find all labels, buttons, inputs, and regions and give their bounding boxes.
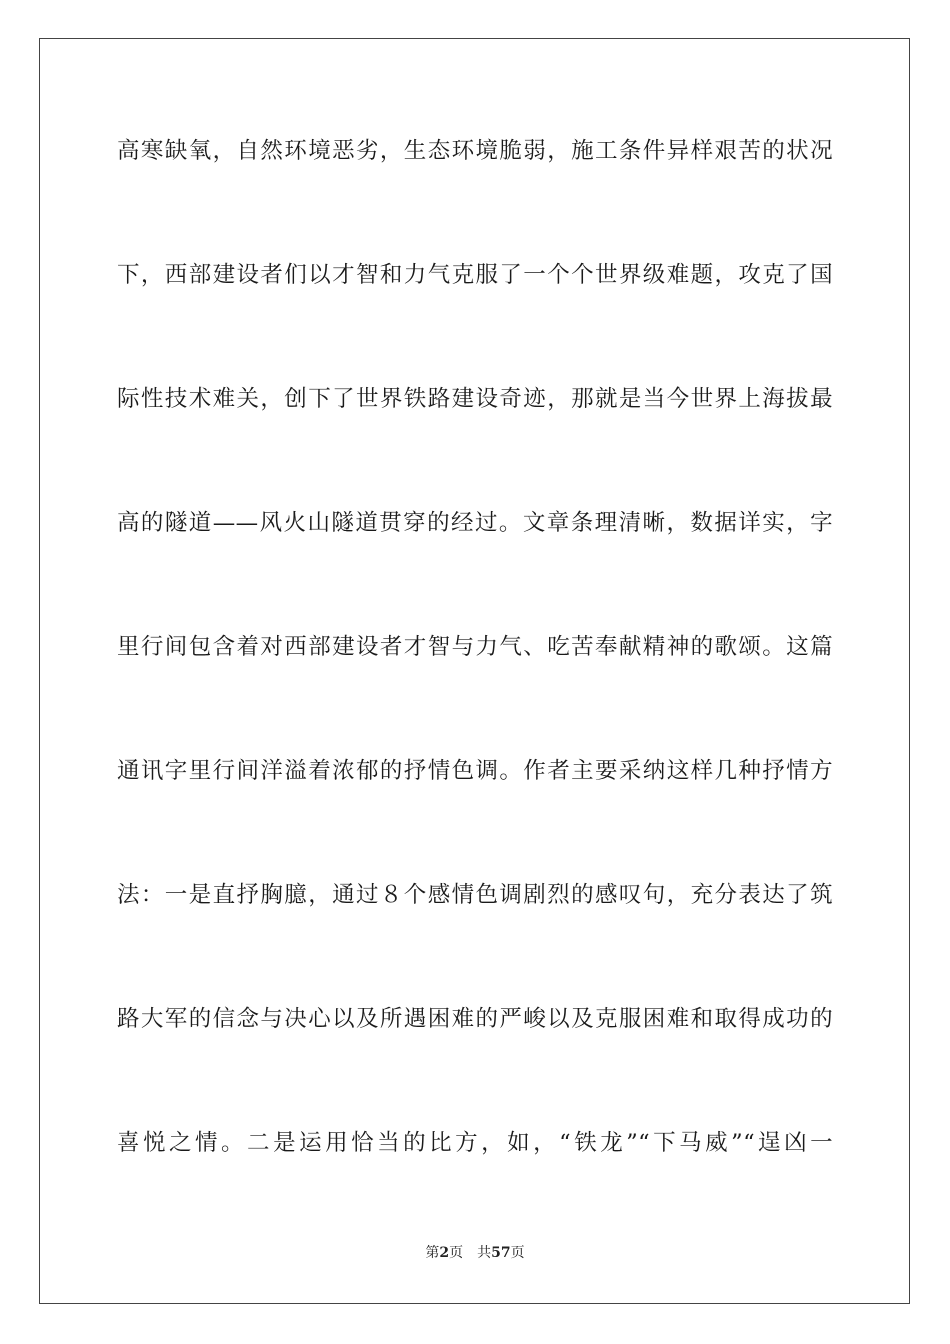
text-line-3: 际性技术难关，创下了世界铁路建设奇迹，那就是当今世界上海拔最 [117, 386, 833, 412]
total-suffix: 页 [510, 1245, 525, 1261]
page-prefix: 第 [425, 1245, 440, 1261]
text-line-6: 通讯字里行间洋溢着浓郁的抒情色调。作者主要采纳这样几种抒情方 [117, 758, 833, 784]
text-line-9: 喜悦之情。二是运用恰当的比方，如，“铁龙”“下马威”“逞凶一 [117, 1130, 833, 1156]
page-number: 2 [439, 1245, 450, 1261]
document-body [117, 128, 833, 1244]
total-pages: 57 [491, 1245, 511, 1261]
page-suffix: 页 [449, 1245, 464, 1261]
page-footer [0, 1242, 950, 1262]
text-line-2: 下，西部建设者们以才智和力气克服了一个个世界级难题，攻克了国 [117, 262, 833, 288]
text-line-8: 路大军的信念与决心以及所遇困难的严峻以及克服困难和取得成功的 [117, 1006, 833, 1032]
total-prefix: 共 [477, 1245, 492, 1261]
text-line-4: 高的隧道——风火山隧道贯穿的经过。文章条理清晰，数据详实，字 [117, 510, 833, 536]
text-line-7: 法：一是直抒胸臆，通过８个感情色调剧烈的感叹句，充分表达了筑 [117, 882, 833, 908]
text-line-5: 里行间包含着对西部建设者才智与力气、吃苦奉献精神的歌颂。这篇 [117, 634, 833, 660]
text-line-1: 高寒缺氧，自然环境恶劣，生态环境脆弱，施工条件异样艰苦的状况 [117, 138, 833, 164]
